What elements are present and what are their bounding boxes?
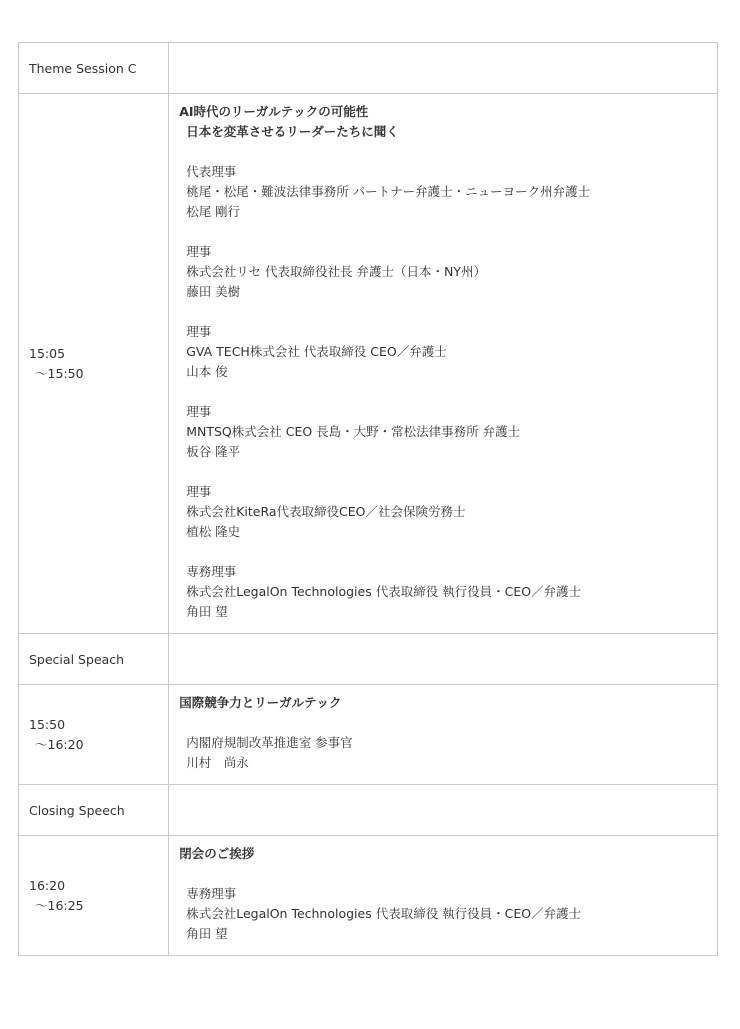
speaker-role: 理事 [186, 324, 212, 339]
session-row [19, 94, 718, 634]
speaker-role: 理事 [186, 244, 212, 259]
speaker-block [179, 733, 707, 773]
speaker-affiliation: 内閣府規制改革推進室 参事官 [186, 735, 353, 750]
speaker-name: 角田 望 [186, 604, 228, 619]
speaker-block [179, 884, 707, 944]
speaker-affiliation: GVA TECH株式会社 代表取締役 CEO／弁護士 [186, 344, 447, 359]
section-label: Theme Session C [19, 43, 169, 94]
section-label: Special Speach [19, 634, 169, 685]
speaker-affiliation: MNTSQ株式会社 CEO 長島・大野・常松法律事務所 弁護士 [186, 424, 521, 439]
session-detail-cell [169, 836, 718, 956]
section-label: Closing Speech [19, 785, 169, 836]
speaker-name: 植松 隆史 [186, 524, 241, 539]
time-start: 15:05 [29, 345, 66, 361]
speaker-role: 専務理事 [186, 564, 237, 579]
section-label-empty-cell [169, 634, 718, 685]
time-cell [19, 836, 169, 956]
session-row [19, 685, 718, 785]
section-label-empty-cell [169, 785, 718, 836]
speaker-affiliation: 株式会社LegalOn Technologies 代表取締役 執行役員・CEO／弁護士 [186, 584, 582, 599]
session-title: AI時代のリーガルテックの可能性 [179, 104, 369, 119]
speaker-block [179, 162, 707, 222]
speaker-role: 専務理事 [186, 886, 237, 901]
speaker-name: 川村 尚永 [186, 755, 249, 770]
speaker-affiliation: 株式会社リセ 代表取締役社長 弁護士（日本・NY州） [186, 264, 487, 279]
agenda-table [18, 42, 718, 956]
speaker-affiliation: 株式会社KiteRa代表取締役CEO／社会保険労務士 [186, 504, 466, 519]
time-start: 15:50 [29, 716, 66, 732]
time-cell [19, 94, 169, 634]
section-header-row [19, 43, 718, 94]
section-label-empty-cell [169, 43, 718, 94]
time-end: ～16:20 [35, 736, 84, 752]
session-subtitle: 日本を変革させるリーダーたちに聞く [186, 124, 399, 139]
speaker-block [179, 562, 707, 622]
time-end: ～15:50 [35, 365, 84, 381]
speaker-name: 山本 俊 [186, 364, 228, 379]
session-title: 国際競争力とリーガルテック [179, 695, 342, 710]
speaker-name: 角田 望 [186, 926, 228, 941]
speaker-block [179, 322, 707, 382]
time-start: 16:20 [29, 877, 66, 893]
speaker-block [179, 482, 707, 542]
speaker-block [179, 242, 707, 302]
section-header-row [19, 634, 718, 685]
session-detail-cell [169, 685, 718, 785]
speaker-role: 理事 [186, 484, 212, 499]
session-row [19, 836, 718, 956]
speaker-name: 板谷 隆平 [186, 444, 241, 459]
speaker-affiliation: 桃尾・松尾・難波法律事務所 パートナー弁護士・ニューヨーク州弁護士 [186, 184, 591, 199]
speaker-name: 藤田 美樹 [186, 284, 241, 299]
time-end: ～16:25 [35, 897, 84, 913]
speaker-role: 代表理事 [186, 164, 237, 179]
speaker-block [179, 402, 707, 462]
time-cell [19, 685, 169, 785]
section-header-row [19, 785, 718, 836]
speaker-role: 理事 [186, 404, 212, 419]
session-detail-cell [169, 94, 718, 634]
speaker-name: 松尾 剛行 [186, 204, 241, 219]
speaker-affiliation: 株式会社LegalOn Technologies 代表取締役 執行役員・CEO／弁護士 [186, 906, 582, 921]
session-title: 閉会のご挨拶 [179, 846, 255, 861]
